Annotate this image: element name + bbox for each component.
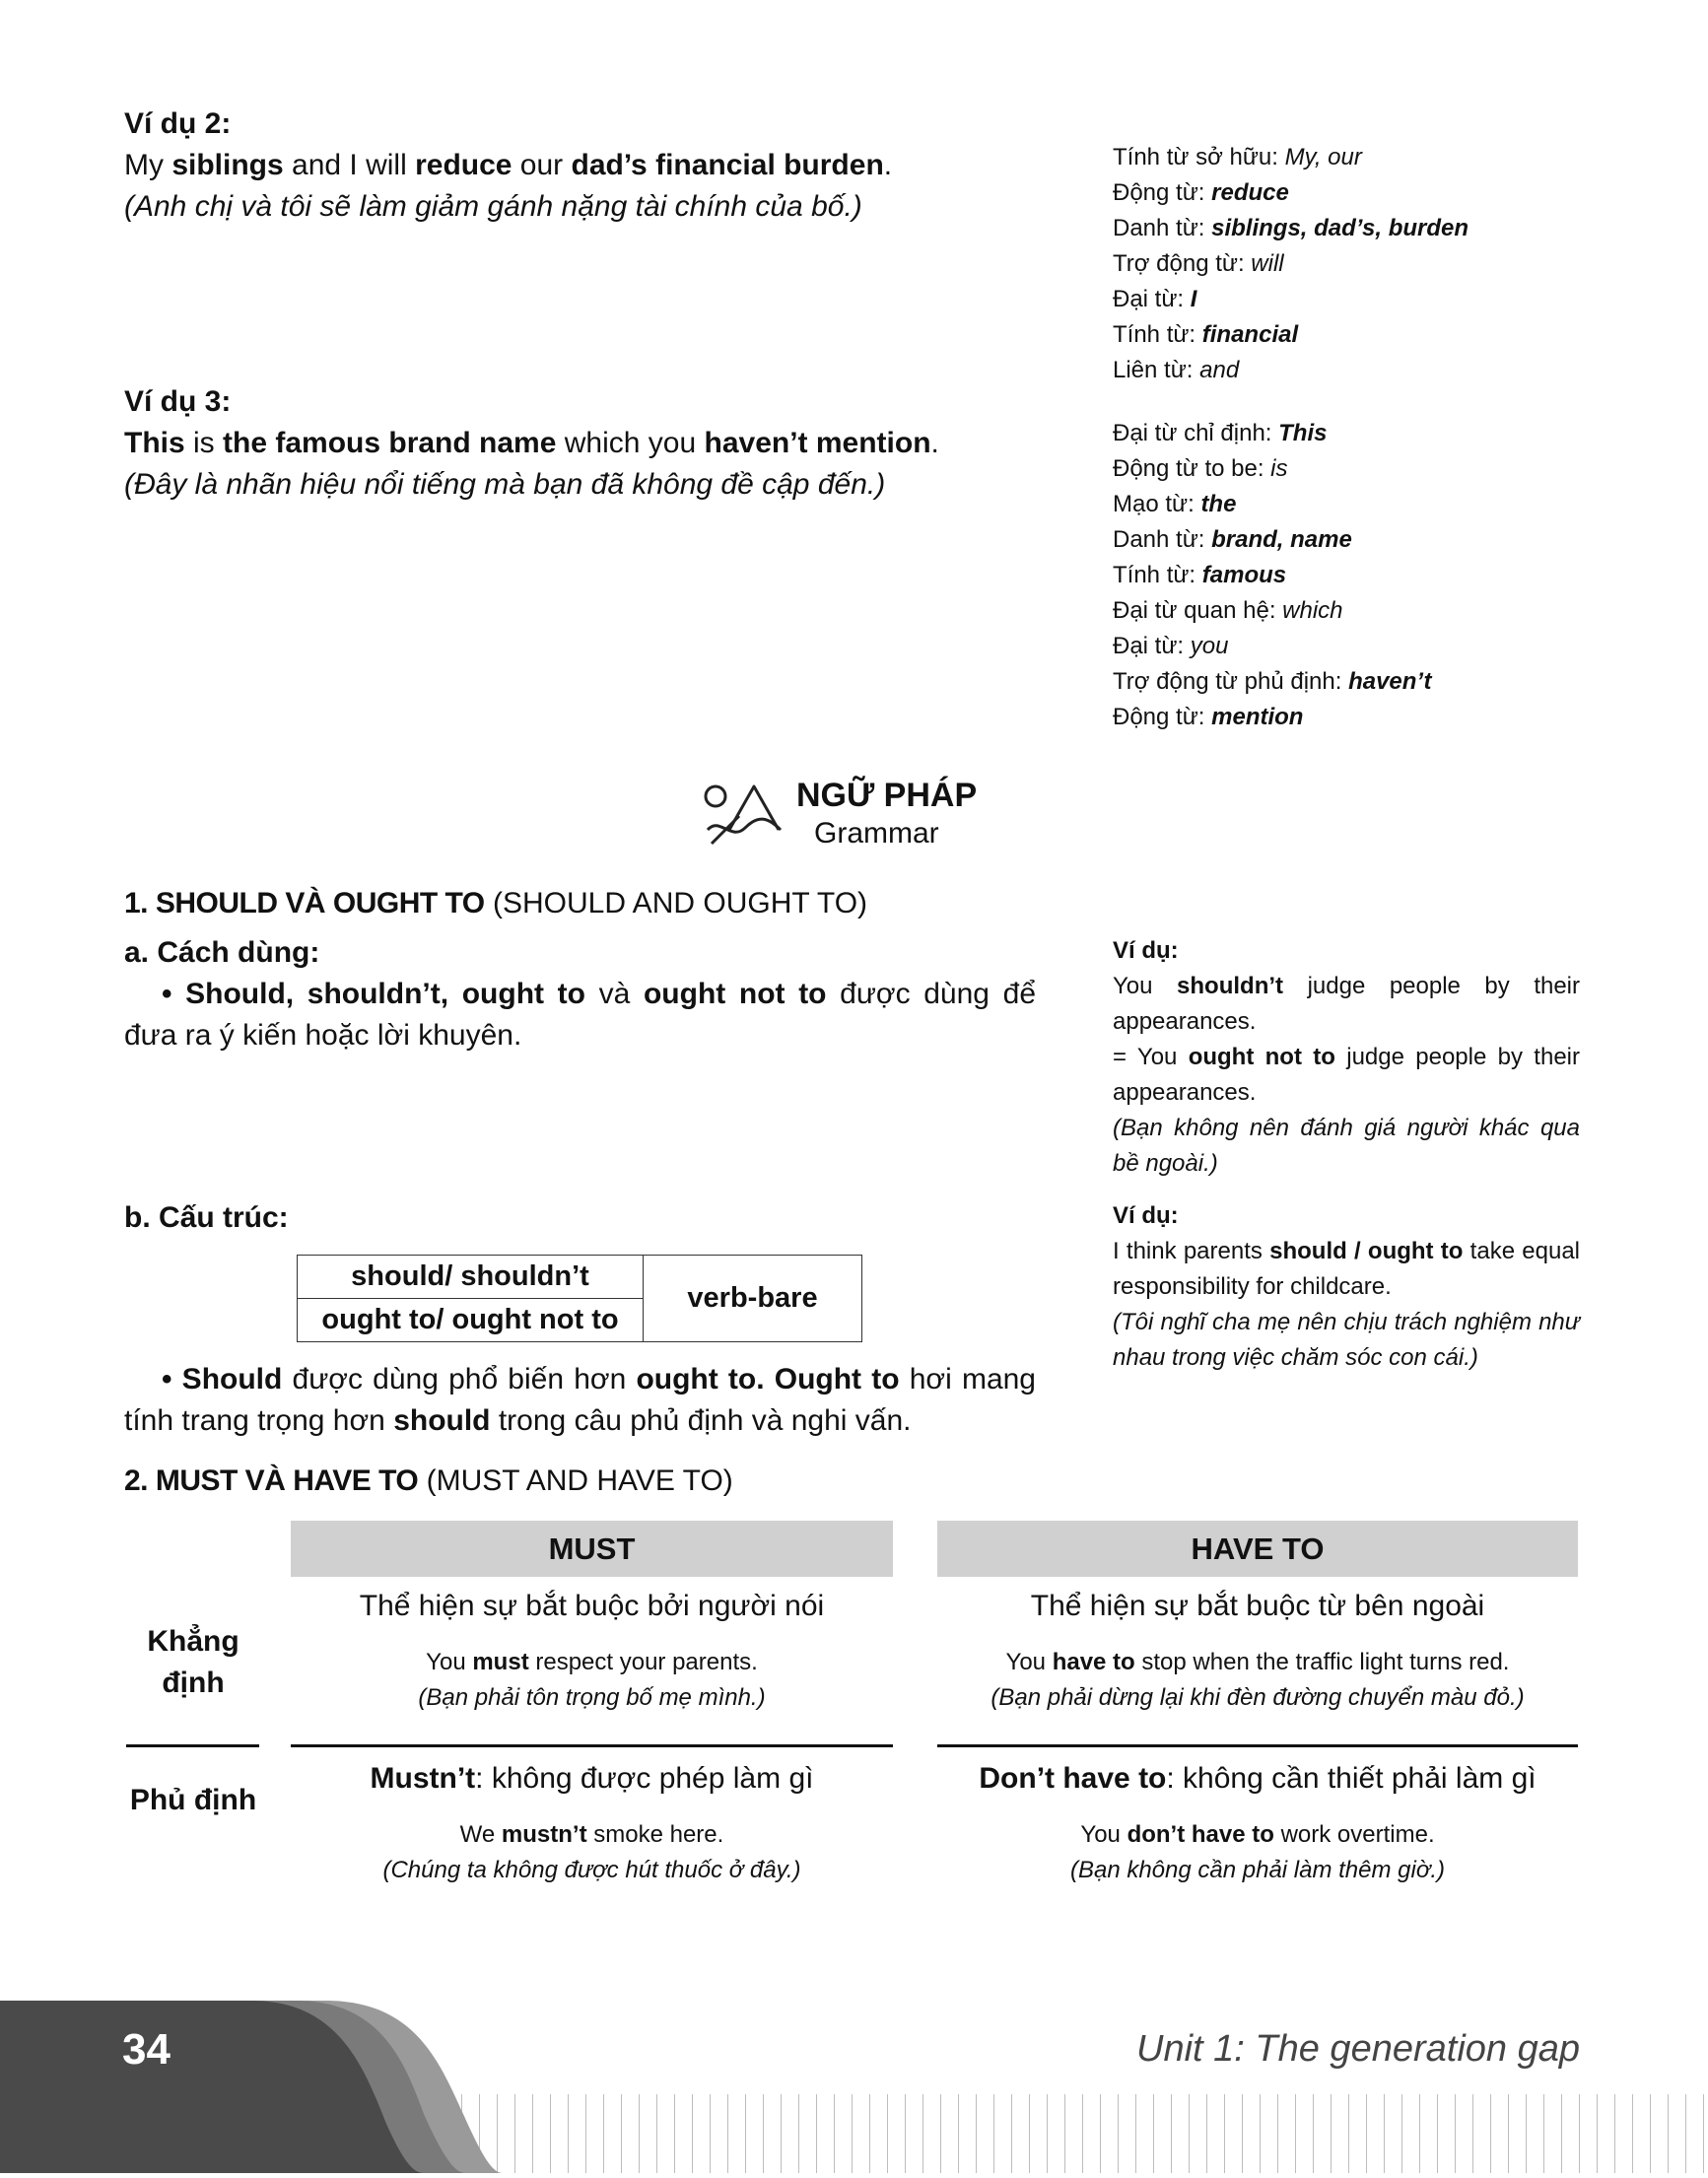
sentence-part: reduce — [415, 149, 512, 181]
row-divider — [937, 1744, 1578, 1747]
side-example-line: You shouldn’t judge people by their appearances. — [1113, 973, 1581, 1035]
cell-title: Thể hiện sự bắt buộc bởi người nói — [359, 1590, 825, 1622]
cell-example: You don’t have to work overtime. — [1080, 1821, 1435, 1848]
grammar-heading — [796, 776, 977, 852]
have-to-negative-cell — [937, 1759, 1578, 1888]
sentence-part: This — [124, 427, 185, 459]
sentence-part: our — [512, 149, 572, 181]
example-3-analysis — [1113, 416, 1432, 735]
side-example-translation: (Bạn không nên đánh giá người khác qua bề ngoài.) — [1113, 1115, 1580, 1177]
cell-example: You have to stop when the traffic light turns red. — [1005, 1649, 1510, 1675]
grammar-subtitle: Grammar — [814, 817, 939, 850]
analysis-row: Trợ động từ phủ định: haven’t — [1113, 668, 1432, 695]
analysis-row: Đại từ chỉ định: This — [1113, 420, 1328, 446]
cell-translation: (Bạn không cần phải làm thêm giờ.) — [1069, 1857, 1446, 1883]
cell-translation: (Chúng ta không được hút thuốc ở đây.) — [382, 1857, 801, 1883]
sentence-part: dad’s financial burden — [571, 149, 884, 181]
usage-label: a. Cách dùng: — [124, 936, 320, 969]
analysis-row: Liên từ: and — [1113, 357, 1240, 383]
analysis-row: Đại từ: you — [1113, 633, 1229, 659]
side-example-line: I think parents should / ought to take equal responsibility for childcare. — [1113, 1238, 1580, 1300]
section-2-title: 2. MUST VÀ HAVE TO — [124, 1464, 419, 1497]
usage-note: • Should được dùng phổ biến hơn ought to. Ought to hơi mang tính trang trọng hơn should trong câu phủ định và nghi vấn. — [124, 1363, 1036, 1437]
must-column-header: MUST — [291, 1521, 893, 1577]
cell-example: We mustn’t smoke here. — [459, 1821, 724, 1848]
side-example-line: = You ought not to judge people by their appearances. — [1113, 1044, 1580, 1106]
example-3-translation: (Đây là nhãn hiệu nổi tiếng mà bạn đã không đề cập đến.) — [124, 468, 886, 501]
must-negative-cell — [291, 1759, 893, 1888]
section-1-title-paren: (SHOULD AND OUGHT TO) — [484, 887, 868, 919]
example-2-translation: (Anh chị và tôi sẽ làm giảm gánh nặng tài chính của bố.) — [124, 190, 862, 223]
grammar-title: NGỮ PHÁP — [796, 777, 978, 814]
sentence-part: and I will — [283, 149, 416, 181]
footer-band — [0, 2001, 1708, 2173]
example-2-label: Ví dụ 2: — [124, 107, 232, 140]
analysis-row: Động từ: mention — [1113, 704, 1304, 730]
side-example-label: Ví dụ: — [1113, 1202, 1179, 1229]
sentence-part: is — [184, 427, 224, 459]
row-divider — [126, 1744, 259, 1747]
cell-title: Don’t have to: không cần thiết phải làm gì — [979, 1762, 1537, 1795]
section-2-title-paren: (MUST AND HAVE TO) — [418, 1464, 733, 1497]
unit-title: Unit 1: The generation gap — [1136, 2028, 1580, 2070]
section-2-heading — [124, 1462, 733, 1501]
have-to-column-header: HAVE TO — [937, 1521, 1578, 1577]
sentence-part: My — [124, 149, 172, 181]
example-2-sentence — [124, 145, 1060, 186]
sentence-part: haven’t mention — [704, 427, 931, 459]
analysis-row: Động từ to be: is — [1113, 455, 1288, 482]
sentence-part: the famous brand name — [223, 427, 557, 459]
sentence-part: siblings — [171, 149, 284, 181]
cell-title: Mustn’t: không được phép làm gì — [370, 1762, 814, 1795]
sentence-part: which you — [556, 427, 705, 459]
analysis-row: Danh từ: siblings, dad’s, burden — [1113, 215, 1469, 241]
section-1-heading — [124, 884, 867, 923]
shapes-icon — [700, 779, 788, 848]
have-to-affirmative-cell — [937, 1587, 1578, 1716]
section-1a — [124, 932, 1036, 1056]
row-label-negative: Phủ định — [129, 1784, 257, 1816]
sentence-part: . — [930, 427, 939, 459]
structure-cell: should/ shouldn’t — [298, 1256, 644, 1299]
analysis-row: Mạo từ: the — [1113, 491, 1237, 517]
example-3-label: Ví dụ 3: — [124, 385, 232, 418]
cell-translation: (Bạn phải tôn trọng bố mẹ mình.) — [418, 1684, 766, 1711]
side-example-translation: (Tôi nghĩ cha mẹ nên chịu trách nghiệm như nhau trong việc chăm sóc con cái.) — [1113, 1309, 1580, 1371]
example-3 — [124, 381, 1070, 506]
cell-title: Thể hiện sự bắt buộc từ bên ngoài — [1030, 1590, 1485, 1622]
analysis-row: Tính từ: famous — [1113, 562, 1287, 588]
analysis-row: Đại từ: I — [1113, 286, 1197, 312]
side-example-2 — [1113, 1198, 1580, 1376]
side-example-label: Ví dụ: — [1113, 937, 1179, 964]
analysis-row: Tính từ: financial — [1113, 321, 1299, 348]
cell-translation: (Bạn phải dừng lại khi đèn đường chuyển màu đỏ.) — [991, 1684, 1525, 1711]
example-2 — [124, 103, 1060, 228]
analysis-row: Đại từ quan hệ: which — [1113, 597, 1343, 624]
structure-cell: ought to/ ought not to — [298, 1299, 644, 1342]
section-1-title: 1. SHOULD VÀ OUGHT TO — [124, 887, 485, 919]
usage-text: • Should, shouldn’t, ought to và ought not to được dùng để đưa ra ý kiến hoặc lời khuyên. — [124, 978, 1036, 1052]
cell-example: You must respect your parents. — [426, 1649, 758, 1675]
example-2-analysis — [1113, 140, 1469, 388]
row-divider — [291, 1744, 893, 1747]
page-number: 34 — [122, 2025, 171, 2074]
row-label-affirmative: Khẳng định — [147, 1625, 239, 1699]
analysis-row: Động từ: reduce — [1113, 179, 1289, 206]
sentence-part: . — [883, 149, 893, 181]
analysis-row: Tính từ sở hữu: My, our — [1113, 144, 1362, 170]
analysis-row: Trợ động từ: will — [1113, 250, 1284, 277]
structure-cell: verb-bare — [644, 1256, 862, 1342]
structure-label: b. Cấu trúc: — [124, 1201, 289, 1234]
structure-table — [297, 1255, 862, 1342]
side-example-1 — [1113, 933, 1580, 1182]
must-affirmative-cell — [291, 1587, 893, 1716]
analysis-row: Danh từ: brand, name — [1113, 526, 1352, 553]
example-3-sentence — [124, 423, 1070, 464]
